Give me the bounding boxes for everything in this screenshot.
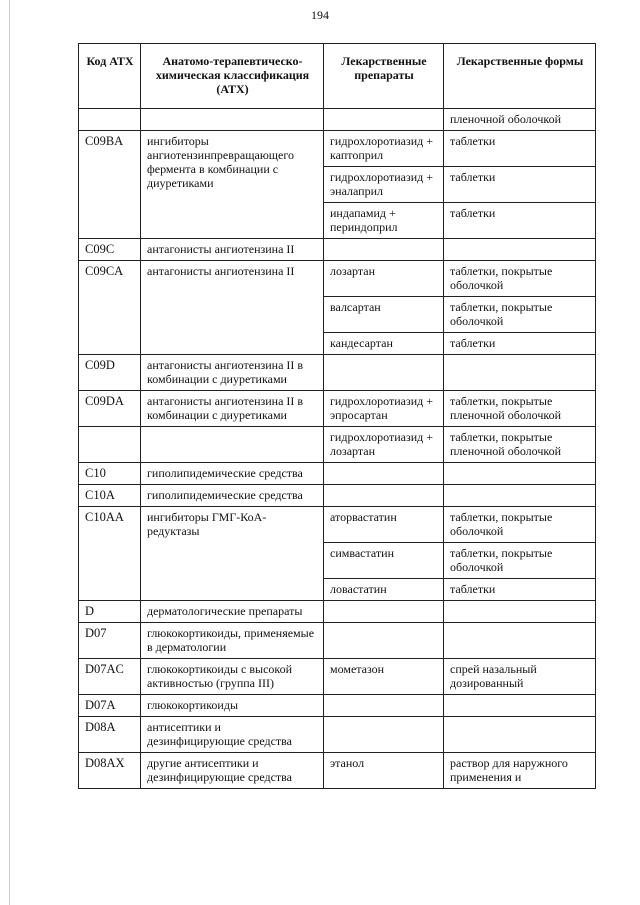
atx-code-cell: C09C (79, 239, 141, 261)
table-row (79, 753, 596, 789)
dosage-form-cell: таблетки (444, 131, 596, 167)
drug-cell (324, 355, 444, 391)
atx-code-cell: C09D (79, 355, 141, 391)
classification-cell: антагонисты ангиотензина II (141, 261, 324, 355)
atx-code-cell: D08A (79, 717, 141, 753)
drug-cell (324, 623, 444, 659)
atx-code-cell: C09CA (79, 261, 141, 355)
drug-cell: мометазон (324, 659, 444, 695)
dosage-form-cell (444, 623, 596, 659)
atx-code-cell: C09DA (79, 391, 141, 427)
classification-cell: гиполипидемические средства (141, 463, 324, 485)
classification-cell: антисептики и дезинфицирующие средства (141, 717, 324, 753)
table-row (79, 109, 596, 131)
dosage-form-cell: таблетки (444, 579, 596, 601)
table-row (79, 717, 596, 753)
drug-cell: гидрохлоротиазид + эпросартан (324, 391, 444, 427)
drug-cell: валсартан (324, 297, 444, 333)
classification-cell: антагонисты ангиотензина II (141, 239, 324, 261)
drug-cell (324, 695, 444, 717)
dosage-form-cell (444, 485, 596, 507)
drug-cell: этанол (324, 753, 444, 789)
drug-cell: гидрохлоротиазид + эналаприл (324, 167, 444, 203)
atx-code-cell: C09BA (79, 131, 141, 239)
table-row (79, 427, 596, 463)
header-forms: Лекарственные формы (444, 44, 596, 109)
header-classification: Анатомо-терапевтическо-химическая классификация (АТХ) (141, 44, 324, 109)
dosage-form-cell: таблетки (444, 203, 596, 239)
atx-code-cell: C10 (79, 463, 141, 485)
drug-cell (324, 109, 444, 131)
table-header (79, 44, 596, 109)
atx-code-cell: D08AX (79, 753, 141, 789)
atx-code-cell (79, 109, 141, 131)
header-drugs: Лекарственные препараты (324, 44, 444, 109)
classification-cell: дерматологические препараты (141, 601, 324, 623)
atx-code-cell (79, 427, 141, 463)
table-row (79, 239, 596, 261)
dosage-form-cell (444, 463, 596, 485)
table-row (79, 695, 596, 717)
dosage-form-cell (444, 717, 596, 753)
dosage-form-cell (444, 695, 596, 717)
drug-cell: гидрохлоротиазид + лозартан (324, 427, 444, 463)
table-row (79, 391, 596, 427)
classification-cell: антагонисты ангиотензина II в комбинации с диуретиками (141, 355, 324, 391)
atx-code-cell: D07 (79, 623, 141, 659)
classification-cell: глюкокортикоиды (141, 695, 324, 717)
classification-cell: антагонисты ангиотензина II в комбинации с диуретиками (141, 391, 324, 427)
drug-cell (324, 485, 444, 507)
atx-code-cell: C10A (79, 485, 141, 507)
classification-cell: глюкокортикоиды, применяемые в дерматологии (141, 623, 324, 659)
drug-cell: ловастатин (324, 579, 444, 601)
atx-code-cell: C10AA (79, 507, 141, 601)
table-row (79, 507, 596, 543)
table-row (79, 485, 596, 507)
atx-table (78, 43, 596, 789)
drug-cell: гидрохлоротиазид + каптоприл (324, 131, 444, 167)
classification-cell: ингибиторы ГМГ-КоА-редуктазы (141, 507, 324, 601)
dosage-form-cell: раствор для наружного применения и (444, 753, 596, 789)
drug-cell: индапамид + периндоприл (324, 203, 444, 239)
drug-cell (324, 239, 444, 261)
dosage-form-cell: таблетки, покрытые оболочкой (444, 543, 596, 579)
classification-cell (141, 427, 324, 463)
drug-cell: кандесартан (324, 333, 444, 355)
classification-cell: глюкокортикоиды с высокой активностью (группа III) (141, 659, 324, 695)
atx-code-cell: D (79, 601, 141, 623)
table-row (79, 601, 596, 623)
dosage-form-cell: пленочной оболочкой (444, 109, 596, 131)
atx-code-cell: D07AC (79, 659, 141, 695)
dosage-form-cell (444, 601, 596, 623)
dosage-form-cell: таблетки (444, 333, 596, 355)
atx-code-cell: D07A (79, 695, 141, 717)
table-row (79, 131, 596, 167)
classification-cell: гиполипидемические средства (141, 485, 324, 507)
dosage-form-cell: таблетки, покрытые оболочкой (444, 507, 596, 543)
classification-cell (141, 109, 324, 131)
page-left-rule (9, 0, 10, 905)
drug-cell (324, 463, 444, 485)
table-row (79, 261, 596, 297)
table-row (79, 463, 596, 485)
table-row (79, 355, 596, 391)
drug-cell: лозартан (324, 261, 444, 297)
table-body (79, 109, 596, 789)
dosage-form-cell: спрей назальный дозированный (444, 659, 596, 695)
drug-cell: аторвастатин (324, 507, 444, 543)
page-number: 194 (311, 8, 329, 22)
drug-cell: симвастатин (324, 543, 444, 579)
dosage-form-cell: таблетки, покрытые пленочной оболочкой (444, 391, 596, 427)
drug-cell (324, 717, 444, 753)
dosage-form-cell (444, 239, 596, 261)
classification-cell: другие антисептики и дезинфицирующие средства (141, 753, 324, 789)
dosage-form-cell: таблетки, покрытые оболочкой (444, 297, 596, 333)
dosage-form-cell: таблетки, покрытые оболочкой (444, 261, 596, 297)
dosage-form-cell (444, 355, 596, 391)
table-row (79, 623, 596, 659)
dosage-form-cell: таблетки (444, 167, 596, 203)
classification-cell: ингибиторы ангиотензинпревращающего фермента в комбинации с диуретиками (141, 131, 324, 239)
header-code: Код АТХ (79, 44, 141, 109)
table-row (79, 659, 596, 695)
drug-cell (324, 601, 444, 623)
dosage-form-cell: таблетки, покрытые пленочной оболочкой (444, 427, 596, 463)
